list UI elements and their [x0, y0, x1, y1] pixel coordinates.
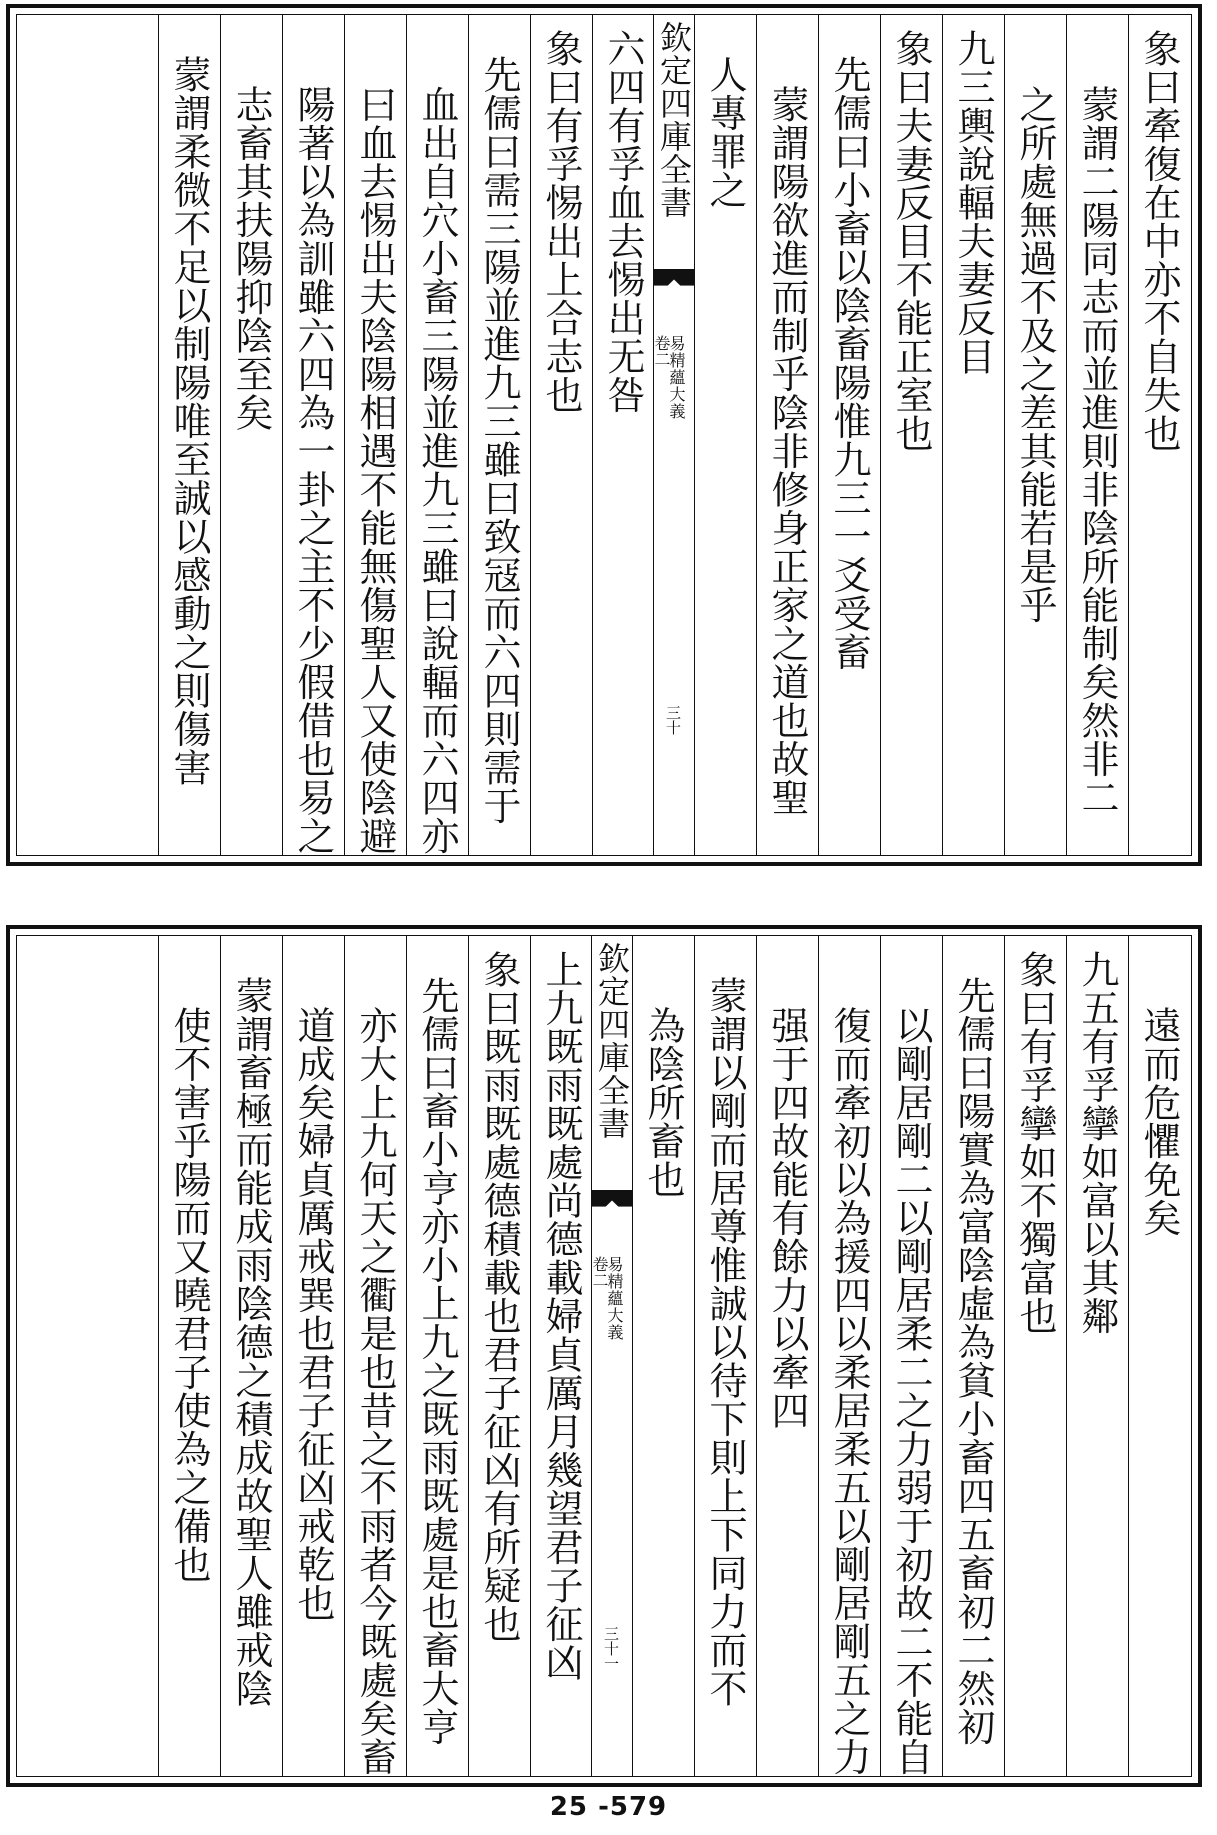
text-column: 九三輿說輻夫妻反目 — [951, 29, 995, 376]
column-rule — [1066, 936, 1067, 1776]
text-column: 先儒曰陽實為富陰虛為貧小畜四五畜初二然初 — [951, 976, 995, 1746]
text-column: 蒙謂柔微不足以制陽唯至誠以感動之則傷害 — [167, 55, 211, 787]
column-rule — [344, 936, 345, 1776]
text-column: 象曰有孚惕出上合志也 — [539, 29, 583, 414]
top-page — [6, 4, 1202, 866]
text-column: 蒙謂以剛而居尊惟誠以待下則上下同力而不 — [703, 976, 747, 1708]
text-column: 人專罪之 — [703, 55, 747, 209]
text-column: 象曰夫妻反目不能正室也 — [889, 29, 933, 453]
column-rule — [158, 936, 159, 1776]
text-column: 上九既雨既處尚德載婦貞厲月幾望君子征凶 — [539, 950, 583, 1682]
text-column: 遠而危懼免矣 — [1137, 1006, 1181, 1237]
column-rule — [406, 15, 407, 855]
column-rule — [942, 15, 943, 855]
center-fold-column — [591, 936, 633, 1776]
collection-title: 欽定四庫全書 — [593, 942, 631, 1140]
text-column: 六四有孚血去惕出无咎 — [601, 29, 645, 414]
column-rule — [344, 15, 345, 855]
text-column: 亦大上九何天之衢是也昔之不雨者今既處矣畜 — [353, 1006, 397, 1776]
fishtail-mark — [654, 269, 694, 299]
text-column: 象曰牽復在中亦不自失也 — [1137, 29, 1181, 453]
bottom-page — [6, 925, 1202, 1787]
column-rule — [694, 936, 695, 1776]
column-rule — [530, 936, 531, 1776]
column-rule — [220, 936, 221, 1776]
top-page-frame — [16, 14, 1192, 856]
text-column: 先儒曰小畜以陰畜陽惟九三一爻受畜 — [827, 55, 871, 671]
page-number-footer: 25 -579 — [549, 1792, 668, 1822]
text-column: 先儒曰需三陽並進九三雖曰致冦而六四則需于 — [477, 55, 521, 825]
bottom-page-frame — [16, 935, 1192, 1777]
column-rule — [1004, 15, 1005, 855]
text-column: 為陰所畜也 — [641, 1006, 685, 1199]
column-rule — [468, 15, 469, 855]
text-column: 蒙謂畜極而能成雨陰德之積成故聖人雖戒陰 — [229, 976, 273, 1708]
text-column: 使不害乎陽而又曉君子使為之備也 — [167, 1006, 211, 1584]
column-rule — [880, 15, 881, 855]
column-rule — [756, 15, 757, 855]
column-rule — [1004, 936, 1005, 1776]
column-rule — [1066, 15, 1067, 855]
column-rule — [406, 936, 407, 1776]
column-rule — [1128, 15, 1129, 855]
text-column: 道成矣婦貞厲戒巽也君子征凶戒乾也 — [291, 1006, 335, 1622]
column-rule — [530, 15, 531, 855]
column-rule — [880, 936, 881, 1776]
book-title: 易精蘊大義 — [605, 1256, 624, 1341]
text-column: 象曰有孚攣如不獨富也 — [1013, 950, 1057, 1335]
text-column: 志畜其扶陽抑陰至矣 — [229, 85, 273, 432]
collection-title: 欽定四庫全書 — [655, 21, 693, 219]
text-column: 象曰既雨既處德積載也君子征凶有所疑也 — [477, 950, 521, 1643]
leaf-number: 三十 — [664, 705, 682, 735]
text-column: 陽著以為訓雖六四為一卦之主不少假借也易之 — [291, 85, 335, 855]
text-column: 蒙謂陽欲進而制乎陰非修身正家之道也故聖 — [765, 85, 809, 817]
column-rule — [282, 15, 283, 855]
text-column: 蒙謂二陽同志而並進則非陰所能制矣然非二 — [1075, 85, 1119, 817]
volume-label: 卷二 — [652, 335, 671, 367]
text-column: 血出自穴小畜三陽並進九三雖曰說輻而六四亦 — [415, 85, 459, 855]
column-rule — [220, 15, 221, 855]
column-rule — [468, 936, 469, 1776]
volume-label: 卷二 — [590, 1256, 609, 1288]
text-column: 之所處無過不及之差其能若是乎 — [1013, 85, 1057, 624]
fishtail-mark — [592, 1190, 632, 1220]
column-rule — [158, 15, 159, 855]
column-rule — [942, 936, 943, 1776]
column-rule — [282, 936, 283, 1776]
leaf-number: 三十一 — [602, 1626, 620, 1671]
book-title: 易精蘊大義 — [667, 335, 686, 420]
column-rule — [756, 936, 757, 1776]
text-column: 先儒曰畜小亨亦小上九之既雨既處是也畜大亨 — [415, 976, 459, 1746]
text-column: 曰血去惕出夫陰陽相遇不能無傷聖人又使陰避 — [353, 85, 397, 855]
text-column: 復而牽初以為援四以柔居柔五以剛居剛五之力 — [827, 1006, 871, 1776]
text-column: 强于四故能有餘力以牽四 — [765, 1006, 809, 1430]
column-rule — [818, 15, 819, 855]
text-column: 九五有孚攣如富以其鄰 — [1075, 950, 1119, 1335]
column-rule — [818, 936, 819, 1776]
center-fold-column — [653, 15, 695, 855]
column-rule — [592, 15, 593, 855]
text-column: 以剛居剛二以剛居柔二之力弱于初故二不能自 — [889, 1006, 933, 1776]
column-rule — [1128, 936, 1129, 1776]
